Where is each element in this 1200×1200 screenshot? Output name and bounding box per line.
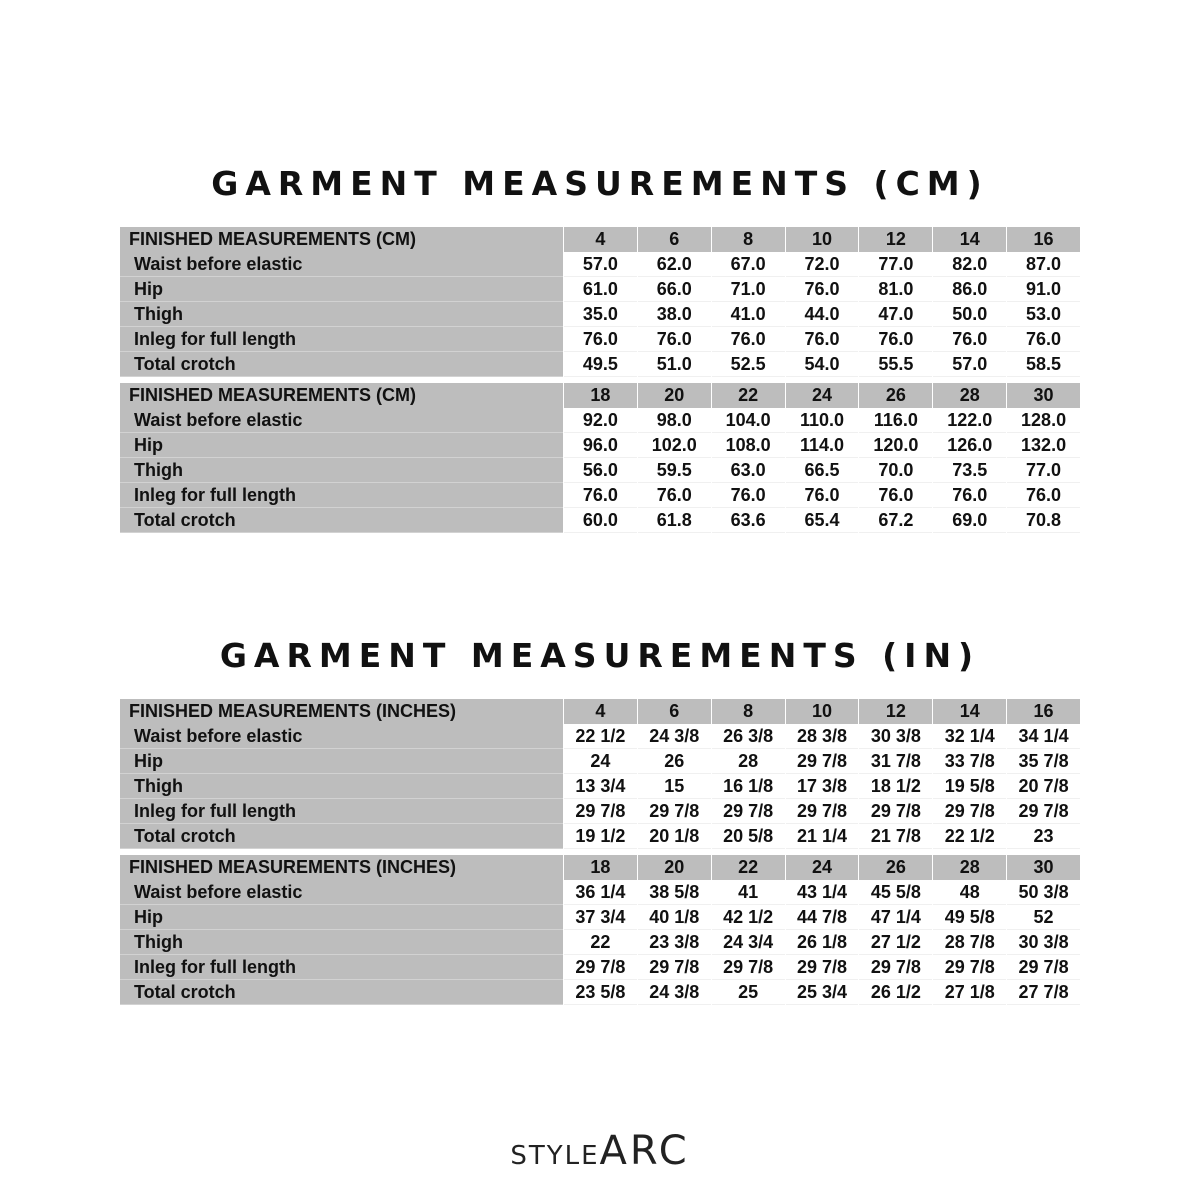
measurement-cell: 26 1/8 [786,930,859,955]
measurement-cell: 49.5 [564,352,637,377]
title-inches: GARMENT MEASUREMENTS (IN) [219,636,981,675]
size-header: 18 [564,383,637,408]
measurement-cell: 28 7/8 [933,930,1006,955]
size-block [120,383,1080,533]
size-header: 10 [786,699,859,724]
size-block [120,855,1080,1005]
measurement-cell: 45 5/8 [859,880,932,905]
measurement-cell: 24 [564,749,637,774]
size-header: 12 [859,699,932,724]
measurement-cell: 22 1/2 [564,724,637,749]
row-label: Thigh [120,302,563,327]
measurement-cell: 114.0 [786,433,859,458]
size-header: 8 [712,227,785,252]
size-block [120,699,1080,849]
measurement-cell: 29 7/8 [564,955,637,980]
measurement-cell: 35.0 [564,302,637,327]
measurement-cell: 76.0 [859,483,932,508]
measurement-cell: 57.0 [933,352,1006,377]
measurement-cell: 23 [1007,824,1080,849]
measurement-cell: 29 7/8 [712,955,785,980]
measurement-cell: 76.0 [712,483,785,508]
measurement-cell: 29 7/8 [712,799,785,824]
row-label: Hip [120,905,563,930]
measurement-cell: 128.0 [1007,408,1080,433]
measurement-cell: 34 1/4 [1007,724,1080,749]
size-header: 4 [564,699,637,724]
brand-logo [0,1128,1200,1174]
measurement-cell: 38.0 [638,302,711,327]
row-label: Total crotch [120,508,563,533]
size-header: 20 [638,855,711,880]
row-label: Waist before elastic [120,724,563,749]
row-label: Waist before elastic [120,252,563,277]
header-label: FINISHED MEASUREMENTS (CM) [120,227,563,252]
size-header: 16 [1007,227,1080,252]
measurement-cell: 19 5/8 [933,774,1006,799]
measurement-cell: 69.0 [933,508,1006,533]
measurement-cell: 19 1/2 [564,824,637,849]
measurement-cell: 76.0 [786,327,859,352]
row-label: Thigh [120,458,563,483]
measurement-cell: 63.6 [712,508,785,533]
measurement-cell: 47 1/4 [859,905,932,930]
measurement-cell: 48 [933,880,1006,905]
measurement-cell: 67.0 [712,252,785,277]
measurement-cell: 72.0 [786,252,859,277]
measurement-cell: 40 1/8 [638,905,711,930]
measurement-cell: 44 7/8 [786,905,859,930]
measurement-cell: 36 1/4 [564,880,637,905]
measurement-cell: 96.0 [564,433,637,458]
measurement-cell: 98.0 [638,408,711,433]
brand-style-text: STYLE [510,1141,600,1171]
measurement-cell: 55.5 [859,352,932,377]
measurement-cell: 29 7/8 [786,749,859,774]
measurement-cell: 76.0 [638,327,711,352]
measurement-cell: 70.0 [859,458,932,483]
header-label: FINISHED MEASUREMENTS (INCHES) [120,699,563,724]
size-header: 18 [564,855,637,880]
measurement-cell: 76.0 [1007,327,1080,352]
measurement-cell: 52.5 [712,352,785,377]
row-label: Hip [120,749,563,774]
measurement-cell: 126.0 [933,433,1006,458]
measurement-cell: 91.0 [1007,277,1080,302]
measurement-cell: 26 1/2 [859,980,932,1005]
measurement-cell: 13 3/4 [564,774,637,799]
size-header: 4 [564,227,637,252]
measurement-cell: 65.4 [786,508,859,533]
measurement-cell: 29 7/8 [859,955,932,980]
measurement-cell: 77.0 [859,252,932,277]
row-label: Hip [120,277,563,302]
size-header: 6 [638,699,711,724]
measurement-cell: 22 [564,930,637,955]
measurement-cell: 29 7/8 [786,955,859,980]
measurement-cell: 25 3/4 [786,980,859,1005]
measurement-cell: 52 [1007,905,1080,930]
row-label: Thigh [120,930,563,955]
measurement-cell: 41 [712,880,785,905]
measurement-cell: 120.0 [859,433,932,458]
measurement-cell: 76.0 [786,483,859,508]
size-header: 24 [786,383,859,408]
measurement-cell: 31 7/8 [859,749,932,774]
measurement-cell: 76.0 [712,327,785,352]
measurement-cell: 56.0 [564,458,637,483]
measurement-cell: 29 7/8 [859,799,932,824]
measurement-cell: 81.0 [859,277,932,302]
measurement-cell: 38 5/8 [638,880,711,905]
measurement-cell: 27 7/8 [1007,980,1080,1005]
size-header: 10 [786,227,859,252]
row-label: Inleg for full length [120,327,563,352]
measurement-cell: 29 7/8 [638,799,711,824]
measurement-cell: 76.0 [859,327,932,352]
row-label: Waist before elastic [120,880,563,905]
size-header: 24 [786,855,859,880]
header-label: FINISHED MEASUREMENTS (CM) [120,383,563,408]
row-label: Thigh [120,774,563,799]
row-label: Hip [120,433,563,458]
size-header: 26 [859,855,932,880]
measurement-cell: 29 7/8 [564,799,637,824]
measurement-cell: 53.0 [1007,302,1080,327]
size-header: 30 [1007,383,1080,408]
measurement-cell: 37 3/4 [564,905,637,930]
measurement-cell: 86.0 [933,277,1006,302]
measurement-cell: 61.8 [638,508,711,533]
measurement-cell: 58.5 [1007,352,1080,377]
row-label: Total crotch [120,980,563,1005]
measurement-cell: 24 3/8 [638,980,711,1005]
size-header: 14 [933,699,1006,724]
measurement-cell: 92.0 [564,408,637,433]
brand-arc-text: ARC [599,1128,690,1174]
measurement-cell: 32 1/4 [933,724,1006,749]
measurement-cell: 76.0 [933,483,1006,508]
measurement-cell: 59.5 [638,458,711,483]
measurement-cell: 20 1/8 [638,824,711,849]
size-header: 8 [712,699,785,724]
size-block [120,227,1080,377]
measurement-cell: 66.5 [786,458,859,483]
measurement-cell: 50 3/8 [1007,880,1080,905]
measurement-cell: 50.0 [933,302,1006,327]
measurements-table-inches [120,699,1080,1005]
measurement-cell: 104.0 [712,408,785,433]
measurement-cell: 47.0 [859,302,932,327]
size-header: 28 [933,855,1006,880]
size-header: 22 [712,383,785,408]
measurement-cell: 62.0 [638,252,711,277]
measurement-cell: 82.0 [933,252,1006,277]
size-header: 12 [859,227,932,252]
header-label: FINISHED MEASUREMENTS (INCHES) [120,855,563,880]
measurement-cell: 73.5 [933,458,1006,483]
measurement-cell: 29 7/8 [933,955,1006,980]
measurement-cell: 51.0 [638,352,711,377]
measurement-cell: 76.0 [786,277,859,302]
measurement-cell: 27 1/8 [933,980,1006,1005]
measurement-cell: 76.0 [564,327,637,352]
row-label: Total crotch [120,352,563,377]
row-label: Inleg for full length [120,483,563,508]
measurement-cell: 18 1/2 [859,774,932,799]
measurement-cell: 87.0 [1007,252,1080,277]
measurement-cell: 49 5/8 [933,905,1006,930]
measurement-cell: 44.0 [786,302,859,327]
measurement-cell: 17 3/8 [786,774,859,799]
measurement-cell: 24 3/8 [638,724,711,749]
measurement-cell: 20 5/8 [712,824,785,849]
measurement-cell: 122.0 [933,408,1006,433]
measurement-cell: 21 7/8 [859,824,932,849]
measurement-cell: 24 3/4 [712,930,785,955]
measurement-cell: 29 7/8 [786,799,859,824]
row-label: Inleg for full length [120,799,563,824]
size-header: 26 [859,383,932,408]
measurement-cell: 110.0 [786,408,859,433]
measurement-cell: 43 1/4 [786,880,859,905]
measurement-cell: 21 1/4 [786,824,859,849]
size-header: 22 [712,855,785,880]
size-header: 20 [638,383,711,408]
row-label: Inleg for full length [120,955,563,980]
measurement-cell: 77.0 [1007,458,1080,483]
measurement-cell: 26 3/8 [712,724,785,749]
measurement-cell: 41.0 [712,302,785,327]
measurement-cell: 66.0 [638,277,711,302]
measurement-cell: 57.0 [564,252,637,277]
measurements-table-cm [120,227,1080,533]
measurement-cell: 28 [712,749,785,774]
measurement-cell: 67.2 [859,508,932,533]
measurement-cell: 29 7/8 [933,799,1006,824]
measurement-cell: 23 3/8 [638,930,711,955]
measurement-cell: 42 1/2 [712,905,785,930]
row-label: Total crotch [120,824,563,849]
measurement-cell: 70.8 [1007,508,1080,533]
size-header: 6 [638,227,711,252]
measurement-cell: 71.0 [712,277,785,302]
measurement-cell: 132.0 [1007,433,1080,458]
measurement-cell: 76.0 [564,483,637,508]
measurement-cell: 16 1/8 [712,774,785,799]
measurement-cell: 26 [638,749,711,774]
measurement-cell: 116.0 [859,408,932,433]
measurement-cell: 102.0 [638,433,711,458]
measurement-cell: 29 7/8 [638,955,711,980]
measurement-cell: 108.0 [712,433,785,458]
measurement-cell: 23 5/8 [564,980,637,1005]
size-header: 16 [1007,699,1080,724]
title-cm: GARMENT MEASUREMENTS (CM) [211,164,989,203]
measurement-cell: 22 1/2 [933,824,1006,849]
measurement-cell: 30 3/8 [1007,930,1080,955]
measurement-cell: 35 7/8 [1007,749,1080,774]
measurement-cell: 76.0 [933,327,1006,352]
size-header: 30 [1007,855,1080,880]
measurement-cell: 28 3/8 [786,724,859,749]
measurement-cell: 76.0 [638,483,711,508]
measurement-cell: 33 7/8 [933,749,1006,774]
measurement-cell: 25 [712,980,785,1005]
measurement-cell: 60.0 [564,508,637,533]
measurement-cell: 76.0 [1007,483,1080,508]
measurement-cell: 27 1/2 [859,930,932,955]
measurement-cell: 29 7/8 [1007,955,1080,980]
measurement-cell: 15 [638,774,711,799]
row-label: Waist before elastic [120,408,563,433]
measurement-cell: 61.0 [564,277,637,302]
size-header: 14 [933,227,1006,252]
measurement-cell: 63.0 [712,458,785,483]
measurement-cell: 20 7/8 [1007,774,1080,799]
measurement-cell: 30 3/8 [859,724,932,749]
size-header: 28 [933,383,1006,408]
measurement-cell: 54.0 [786,352,859,377]
measurement-cell: 29 7/8 [1007,799,1080,824]
